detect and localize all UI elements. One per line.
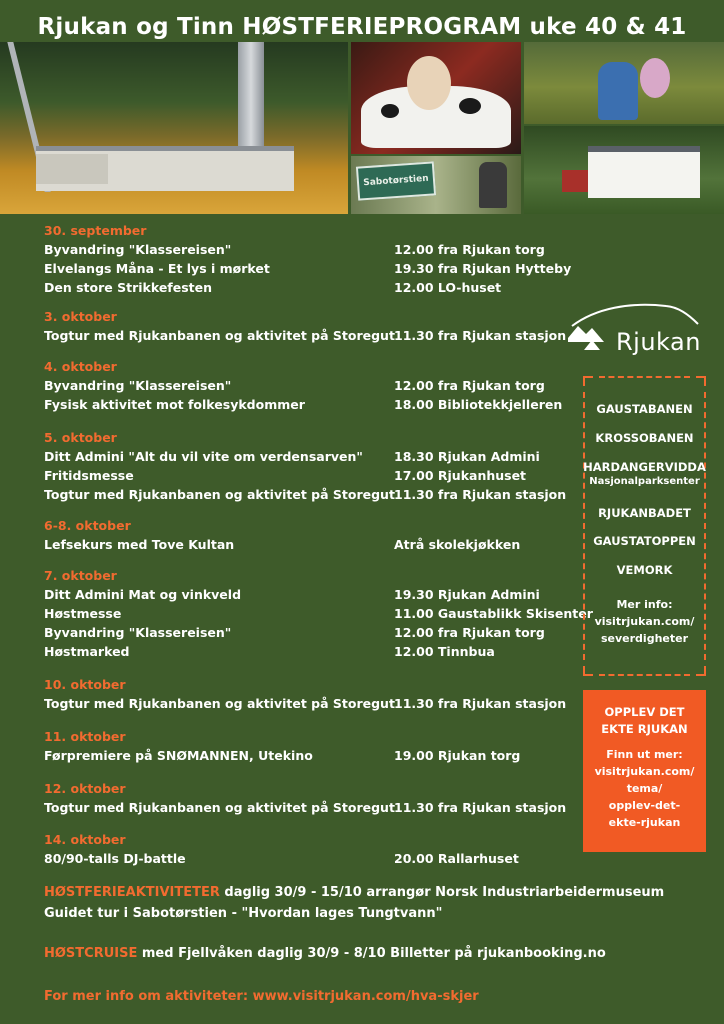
child-figure — [640, 58, 670, 98]
promo-title-line: OPPLEV DET — [604, 705, 685, 719]
event-title: Byvandring "Klassereisen" — [44, 625, 232, 640]
event-row — [44, 585, 574, 604]
schedule-day — [44, 222, 574, 297]
footer-guided-tour: Guidet tur i Sabotørstien - "Hvordan lages Tungtvann" — [44, 906, 443, 921]
event-time-place: Atrå skolekjøkken — [394, 537, 521, 552]
photo-dalmatians-costume — [351, 42, 521, 154]
info-line: severdigheter — [600, 632, 689, 645]
event-row — [44, 395, 574, 414]
schedule-date: 3. oktober — [44, 309, 117, 324]
event-time-place: 18.30 Rjukan Admini — [394, 449, 540, 464]
cruise-highlight: HØSTCRUISE — [44, 946, 138, 961]
event-row — [44, 746, 574, 765]
schedule-date: 5. oktober — [44, 430, 117, 445]
sight-hardangervidda-label: HARDANGERVIDDA — [583, 460, 706, 474]
schedule-day — [44, 780, 574, 817]
event-time-place: 19.00 Rjukan torg — [394, 748, 521, 763]
box-border — [599, 674, 690, 676]
sight-gaustabanen: GAUSTABANEN — [596, 402, 693, 416]
page-title: Rjukan og Tinn HØSTFERIEPROGRAM uke 40 & 41 — [37, 14, 687, 40]
event-row — [44, 604, 593, 623]
photo-collage — [0, 42, 724, 214]
event-title: Fritidsmesse — [44, 468, 134, 483]
promo-line: visitrjukan.com/ — [594, 765, 695, 778]
event-time-place: 11.00 Gaustablikk Skisenter — [394, 606, 593, 621]
event-title: Byvandring "Klassereisen" — [44, 378, 232, 393]
promo-title-line: EKTE RJUKAN — [601, 722, 688, 736]
power-plant-annex — [36, 154, 108, 184]
event-time-place: 18.00 Bibliotekkjelleren — [394, 397, 563, 412]
schedule-date: 11. oktober — [44, 729, 126, 744]
promo-title — [583, 704, 706, 738]
event-row — [44, 466, 574, 485]
penstock-pipes — [238, 42, 264, 146]
footer-cruise — [44, 946, 606, 961]
event-row — [44, 642, 574, 661]
schedule-day — [44, 567, 593, 661]
event-row — [44, 376, 574, 395]
box-corner — [583, 376, 593, 386]
footer-more-info: For mer info om aktiviteter: www.visitrjukan.com/hva-skjer — [44, 989, 479, 1004]
event-title: Fysisk aktivitet mot folkesykdommer — [44, 397, 305, 412]
event-time-place: 19.30 Rjukan Admini — [394, 587, 540, 602]
promo-line: tema/ — [626, 782, 663, 795]
dalmatian-spot — [381, 104, 399, 118]
dalmatian-spot — [459, 98, 481, 114]
event-row — [44, 326, 574, 345]
event-time-place: 11.30 fra Rjukan stasjon — [394, 487, 567, 502]
event-time-place: 12.00 fra Rjukan torg — [394, 625, 545, 640]
event-time-place: 19.30 fra Rjukan Hytteby — [394, 261, 572, 276]
sights-box — [583, 376, 706, 676]
photo-white-manor — [524, 126, 724, 214]
red-cabin — [562, 170, 588, 192]
event-title: 80/90-talls DJ-battle — [44, 851, 186, 866]
promo-body — [583, 746, 706, 831]
schedule-date: 4. oktober — [44, 359, 117, 374]
box-corner — [583, 666, 593, 676]
event-title: Elvelangs Måna - Et lys i mørket — [44, 261, 270, 276]
schedule-date: 10. oktober — [44, 677, 126, 692]
schedule-date: 6-8. oktober — [44, 518, 131, 533]
rjukan-logo — [566, 300, 710, 358]
event-time-place: 17.00 Rjukanhuset — [394, 468, 527, 483]
event-title: Togtur med Rjukanbanen og aktivitet på Storegut — [44, 800, 395, 815]
promo-box — [583, 690, 706, 852]
activities-highlight: HØSTFERIEAKTIVITETER — [44, 885, 220, 900]
promo-line: Finn ut mer: — [606, 748, 683, 761]
promo-line: opplev-det- — [608, 799, 681, 812]
event-row — [44, 694, 574, 713]
schedule-date: 14. oktober — [44, 832, 126, 847]
sight-vemork: VEMORK — [616, 563, 673, 577]
event-row — [44, 278, 574, 297]
cruise-text: med Fjellvåken daglig 30/9 - 8/10 Billetter på rjukanbooking.no — [137, 946, 606, 961]
promo-line: ekte-rjukan — [608, 816, 681, 829]
sights-more-info — [583, 596, 706, 647]
event-time-place: 12.00 Tinnbua — [394, 644, 495, 659]
schedule-date: 30. september — [44, 223, 147, 238]
event-row — [44, 535, 574, 554]
white-house — [588, 146, 700, 198]
sight-hardangervidda-sub: Nasjonalparksenter — [589, 476, 700, 487]
event-row — [44, 447, 574, 466]
sight-hardangervidda — [583, 460, 706, 487]
event-title: Ditt Admini Mat og vinkveld — [44, 587, 242, 602]
schedule-day — [44, 358, 574, 414]
schedule-day — [44, 728, 574, 765]
event-title: Togtur med Rjukanbanen og aktivitet på Storegut — [44, 328, 395, 343]
event-time-place: 11.30 fra Rjukan stasjon — [394, 328, 567, 343]
event-time-place: 12.00 fra Rjukan torg — [394, 378, 545, 393]
box-corner — [696, 376, 706, 386]
schedule-day — [44, 676, 574, 713]
event-time-place: 11.30 fra Rjukan stasjon — [394, 800, 567, 815]
box-corner — [696, 666, 706, 676]
logo-text: Rjukan — [616, 328, 701, 356]
event-row — [44, 849, 574, 868]
event-row — [44, 485, 574, 504]
schedule-day — [44, 308, 574, 345]
photo-children-outdoors — [524, 42, 724, 124]
event-title: Ditt Admini "Alt du vil vite om verdensarven" — [44, 449, 363, 464]
performer-face — [407, 56, 451, 110]
info-line: visitrjukan.com/ — [594, 615, 695, 628]
photo-power-plant — [0, 42, 348, 214]
box-border — [599, 376, 690, 378]
event-title: Høstmesse — [44, 606, 122, 621]
schedule-day — [44, 831, 574, 868]
event-title: Byvandring "Klassereisen" — [44, 242, 232, 257]
event-title: Lefsekurs med Tove Kultan — [44, 537, 235, 552]
footer-activities — [44, 885, 664, 900]
trail-sign: Sabotørstien — [356, 161, 436, 200]
event-title: Den store Strikkefesten — [44, 280, 213, 295]
event-title: Høstmarked — [44, 644, 130, 659]
event-time-place: 11.30 fra Rjukan stasjon — [394, 696, 567, 711]
event-time-place: 20.00 Rallarhuset — [394, 851, 519, 866]
photo-saboteur-trail — [351, 156, 521, 214]
event-row — [44, 259, 574, 278]
event-time-place: 12.00 LO-huset — [394, 280, 502, 295]
hikers — [479, 162, 507, 208]
sight-gaustatoppen: GAUSTATOPPEN — [593, 534, 696, 548]
event-row — [44, 798, 574, 817]
info-line: Mer info: — [616, 598, 673, 611]
event-row — [44, 623, 574, 642]
sight-rjukanbadet: RJUKANBADET — [598, 506, 691, 520]
event-title: Førpremiere på SNØMANNEN, Utekino — [44, 748, 313, 763]
child-figure — [598, 62, 638, 120]
event-row — [44, 240, 574, 259]
schedule-date: 7. oktober — [44, 568, 117, 583]
activities-text: daglig 30/9 - 15/10 arrangør Norsk Industriarbeidermuseum — [219, 885, 665, 900]
schedule-day — [44, 429, 574, 504]
event-time-place: 12.00 fra Rjukan torg — [394, 242, 545, 257]
event-title: Togtur med Rjukanbanen og aktivitet på Storegut — [44, 696, 395, 711]
sight-krossobanen: KROSSOBANEN — [595, 431, 694, 445]
schedule-date: 12. oktober — [44, 781, 126, 796]
schedule-day — [44, 517, 574, 554]
event-title: Togtur med Rjukanbanen og aktivitet på Storegut — [44, 487, 395, 502]
